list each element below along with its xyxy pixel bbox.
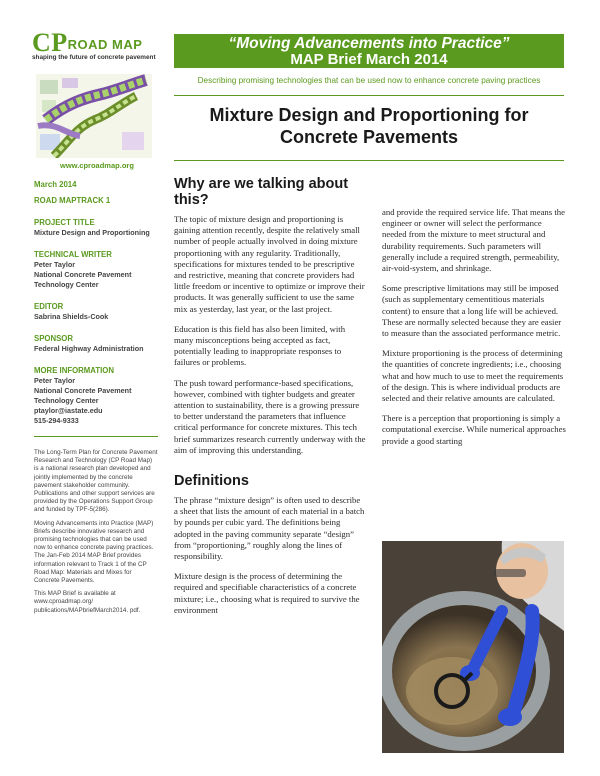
technical-writer-org: National Concrete Pavement xyxy=(34,270,132,279)
paragraph: Some prescriptive limitations may still be imposed (such as supplementary cementitious materials content) to ensure that a long life will be achieved. These are normally selected because they are easier to measure than the associated performance metric. xyxy=(382,283,562,339)
paragraph: The push toward performance-based specifications, however, combined with tighter budgets and greater attention to sustainability, there is a growing pressure to better understand the parameters that influence critical performance for concrete mixtures. This tech brief summarizes research currently underway with the aim of improving this understanding. xyxy=(174,377,366,455)
sidebar-track: ROAD MAPTRACK 1 xyxy=(34,196,111,205)
technical-writer-name: Peter Taylor xyxy=(34,260,76,269)
editor-label: EDITOR xyxy=(34,302,64,311)
logo-tagline: shaping the future of concrete pavement xyxy=(32,54,156,61)
main-column-right xyxy=(382,207,566,456)
main-column-left xyxy=(174,176,366,625)
banner-issue: MAP Brief March 2014 xyxy=(290,51,448,68)
road-map-illustration xyxy=(36,74,152,158)
sponsor-label: SPONSOR xyxy=(34,334,73,343)
banner-slogan: “Moving Advancements into Practice” xyxy=(228,35,510,52)
technical-writer-org2: Technology Center xyxy=(34,280,99,289)
project-title-label: PROJECT TITLE xyxy=(34,218,95,227)
availability-note: This MAP Brief is available at www.cproadmap.org/ publications/MAPbriefMarch2014. pdf. xyxy=(34,590,141,614)
about-map-briefs: Moving Advancements into Practice (MAP) Briefs describe innovative research and promising technologies that can be used now to enhance concrete paving practices. The Jan-Feb 2014 MAP Brief provides information relevant to Track 1 of the CP Road Map: Materials and Mixes for Concrete Pavements. xyxy=(34,519,154,585)
sponsor-name: Federal Highway Administration xyxy=(34,344,144,353)
about-cp-road-map: The Long-Term Plan for Concrete Pavement Research and Technology (CP Road Map) is a national research plan developed and jointly implemented by the concrete pavement stakeholder community. Publications and other support services are provided by the Operations Support Group and funded by TPF-5(286). xyxy=(34,449,158,514)
title-rule-bottom xyxy=(174,160,564,161)
more-info-email: ptaylor@iastate.edu xyxy=(34,406,103,415)
paragraph: Mixture design is the process of determining the required and specifiable characteristics of a concrete mixture; i.e., choosing what is required to survive the environment xyxy=(174,571,360,615)
brief-subtitle: Describing promising technologies that can be used now to enhance concrete paving practices xyxy=(197,76,541,85)
more-info-label: MORE INFORMATION xyxy=(34,366,114,375)
editor-name: Sabrina Shields-Cook xyxy=(34,312,109,321)
paragraph: and provide the required service life. That means the engineer or owner will select the performance needed from the mixture to meet structural and durability requirements. Such parameters will generally include a required strength, permeability, air-void-system, and shrinkage. xyxy=(382,207,565,274)
section-heading-why: Why are we talking about this? xyxy=(174,176,349,208)
sidebar xyxy=(34,180,158,615)
sidebar-date: March 2014 xyxy=(34,180,77,189)
title-rule-top xyxy=(174,95,564,96)
logo-cp: CP xyxy=(32,28,68,57)
document-title: Mixture Design and Proportioning for Concrete Pavements xyxy=(209,105,529,147)
paragraph: There is a perception that proportioning is simply a computational exercise. While numerical approaches provide a good starting xyxy=(382,413,566,446)
section-heading-definitions: Definitions xyxy=(174,473,249,490)
more-info-name: Peter Taylor xyxy=(34,376,76,385)
more-info-org: National Concrete Pavement xyxy=(34,386,132,395)
paragraph: Education is this field has also been limited, with many misconceptions being accepted as fact, potentially leading to inappropriate responses to failures or problems. xyxy=(174,323,346,368)
logo-road-map: ROAD MAP xyxy=(67,37,143,52)
cp-road-map-logo xyxy=(32,28,156,61)
technician-inspecting-concrete-photo xyxy=(382,541,564,753)
paragraph: The topic of mixture design and proportioning is gaining attention recently, despite the relatively small number of people actually involved in doing mixture proportioning with any regularity. Traditionally, specifications for mixtures tended to be prescriptive and restrictive, meaning that concrete providers had little freedom or incentive to optimize or improve their products. It was generally sufficient to use the same mix as yesterday, last year, or the last project. xyxy=(174,214,365,314)
paragraph: Mixture proportioning is the process of determining the quantities of concrete ingredients; i.e., choosing what and how much to use to meet the requirements of the design. This is where individual products are selected and their relative amounts are calculated. xyxy=(382,348,564,404)
more-info-phone: 515-294-9333 xyxy=(34,416,79,425)
project-title: Mixture Design and Proportioning xyxy=(34,228,150,237)
more-info-org2: Technology Center xyxy=(34,396,99,405)
website-url: www.cproadmap.org xyxy=(60,161,134,170)
map-brief-banner xyxy=(174,34,564,68)
sidebar-divider xyxy=(34,436,158,437)
paragraph: The phrase “mixture design” is often used to describe a sheet that lists the amount of each material in a batch by pounds per cubic yard. The definitions being adopted in the paving community separate “design” from “proportioning,” roughly along the lines of responsibility. xyxy=(174,495,365,562)
technical-writer-label: TECHNICAL WRITER xyxy=(34,250,112,259)
